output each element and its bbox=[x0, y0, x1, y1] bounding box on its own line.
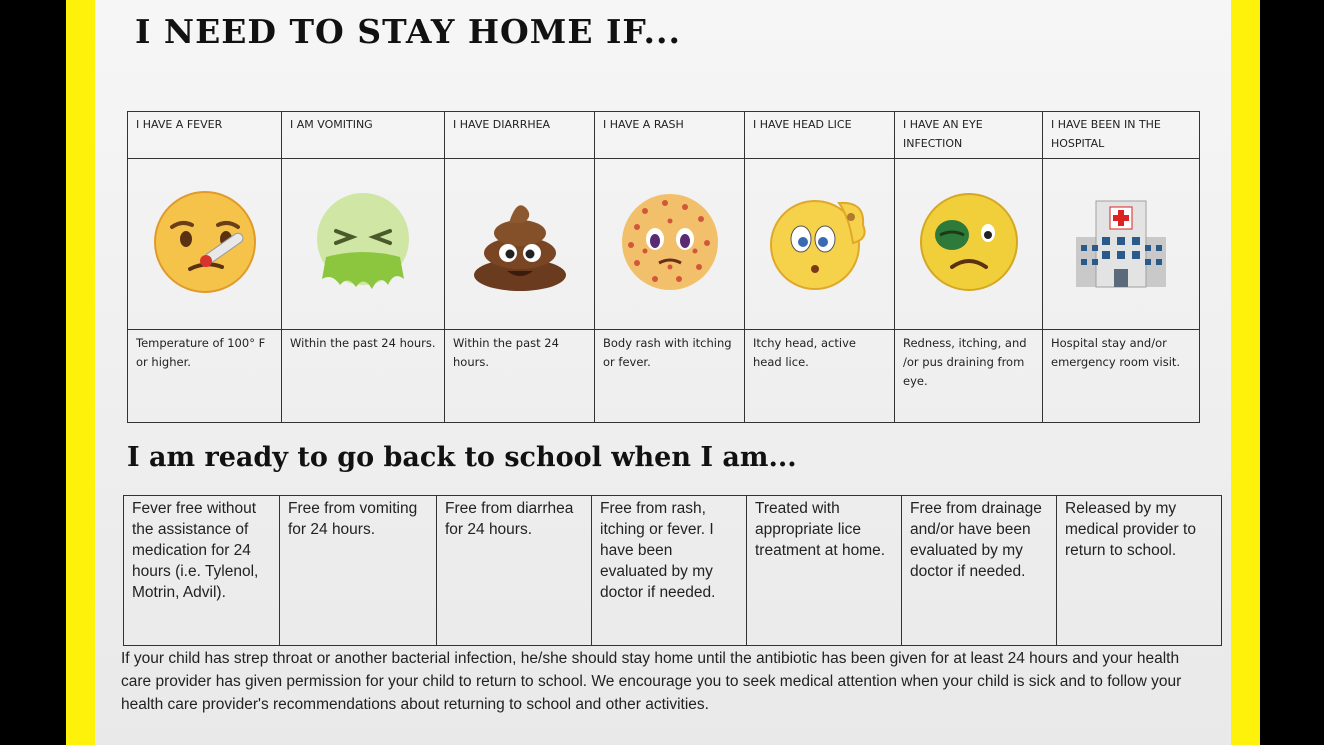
icon-cell bbox=[745, 159, 895, 330]
return-condition: Free from rash, itching or fever. I have been evaluated by my doctor if needed. bbox=[592, 496, 747, 646]
return-condition: Free from diarrhea for 24 hours. bbox=[437, 496, 592, 646]
return-condition: Free from drainage and/or have been evaluated by my doctor if needed. bbox=[902, 496, 1057, 646]
symptom-header-row bbox=[128, 112, 1200, 159]
icon-cell bbox=[895, 159, 1043, 330]
icon-cell bbox=[128, 159, 282, 330]
symptom-header: I HAVE A RASH bbox=[595, 112, 745, 159]
vomiting-face-icon bbox=[308, 187, 418, 297]
icon-cell bbox=[282, 159, 445, 330]
rash-face-icon bbox=[615, 187, 725, 297]
poop-icon bbox=[465, 187, 575, 297]
symptom-description: Itchy head, active head lice. bbox=[745, 330, 895, 423]
symptom-description: Redness, itching, and /or pus draining from eye. bbox=[895, 330, 1043, 423]
symptom-description: Hospital stay and/or emergency room visit. bbox=[1043, 330, 1200, 423]
symptoms-table bbox=[127, 111, 1200, 423]
symptom-header: I HAVE BEEN IN THE HOSPITAL bbox=[1043, 112, 1200, 159]
return-condition: Free from vomiting for 24 hours. bbox=[280, 496, 437, 646]
page-title: I NEED TO STAY HOME IF... bbox=[135, 12, 681, 51]
return-to-school-heading: I am ready to go back to school when I am... bbox=[127, 442, 797, 473]
head-lice-face-icon bbox=[765, 187, 875, 297]
return-condition: Treated with appropriate lice treatment at home. bbox=[747, 496, 902, 646]
symptom-header: I HAVE DIARRHEA bbox=[445, 112, 595, 159]
flyer-page bbox=[95, 0, 1231, 745]
symptom-header: I HAVE A FEVER bbox=[128, 112, 282, 159]
eye-infection-face-icon bbox=[914, 187, 1024, 297]
icon-cell bbox=[445, 159, 595, 330]
fever-thermometer-face-icon bbox=[150, 187, 260, 297]
return-conditions-row bbox=[124, 496, 1222, 646]
symptom-description: Body rash with itching or fever. bbox=[595, 330, 745, 423]
bacterial-infection-note: If your child has strep throat or another bacterial infection, he/she should stay home until the antibiotic has been given for at least 24 hours and your health care provider has given permission for your child to return to school. We encourage you to seek medical attention when your child is sick and to follow your health care provider's recommendations about returning to school and other activities. bbox=[121, 650, 1182, 713]
return-condition: Fever free without the assistance of medication for 24 hours (i.e. Tylenol, Motrin, Advil). bbox=[124, 496, 280, 646]
symptom-description-row bbox=[128, 330, 1200, 423]
symptom-header: I AM VOMITING bbox=[282, 112, 445, 159]
return-condition: Released by my medical provider to return to school. bbox=[1057, 496, 1222, 646]
symptom-header: I HAVE AN EYE INFECTION bbox=[895, 112, 1043, 159]
icon-cell bbox=[595, 159, 745, 330]
symptom-description: Within the past 24 hours. bbox=[282, 330, 445, 423]
symptom-description: Temperature of 100° F or higher. bbox=[128, 330, 282, 423]
symptom-icon-row bbox=[128, 159, 1200, 330]
return-conditions-table bbox=[123, 495, 1222, 646]
icon-cell bbox=[1043, 159, 1200, 330]
symptom-description: Within the past 24 hours. bbox=[445, 330, 595, 423]
hospital-icon bbox=[1066, 187, 1176, 297]
symptom-header: I HAVE HEAD LICE bbox=[745, 112, 895, 159]
